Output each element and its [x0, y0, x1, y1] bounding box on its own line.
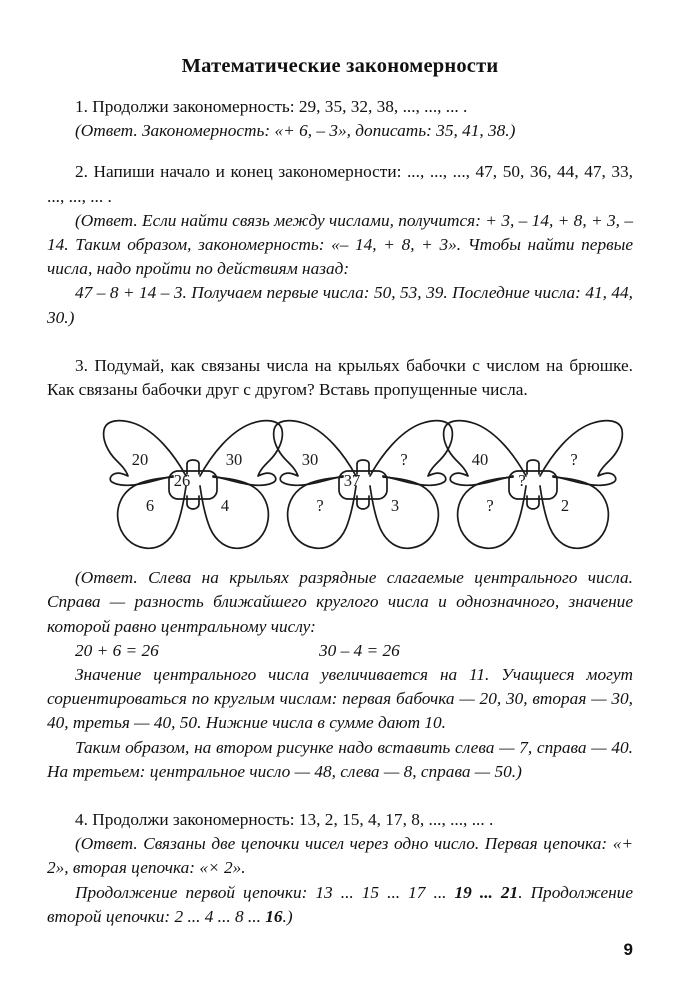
butterfly-1-bottom-left: 6 [145, 496, 155, 516]
page-number: 9 [623, 940, 633, 959]
butterfly-1 [100, 414, 286, 556]
spacer [47, 784, 633, 808]
task-1-answer: (Ответ. Закономерность: «+ 6, – 3», дописать: 35, 41, 38.) [75, 121, 516, 141]
butterfly-3-top-left: 40 [471, 450, 489, 470]
butterfly-1-bottom-right: 4 [220, 496, 230, 516]
task-4-prompt: 4. Продолжи закономерность: 13, 2, 15, 4, 17, 8, ..., ..., ... . [75, 810, 494, 830]
butterfly-2-bottom-left: ? [316, 496, 324, 516]
task-1-prompt: 1. Продолжи закономерность: 29, 35, 32, 38, ..., ..., ... . [75, 97, 468, 116]
task-3-prompt: 3. Подумай, как связаны числа на крыльях бабочки с числом на брюшке. Как связаны бабочки друг с другом? Вставь пропущенные числа. [47, 355, 633, 400]
equation-left: 20 + 6 = 26 [75, 640, 159, 660]
butterfly-figure-group [47, 414, 633, 556]
spacer [47, 330, 633, 354]
butterfly-1-center: 26 [173, 471, 191, 491]
butterfly-3 [440, 414, 626, 556]
butterfly-2 [270, 414, 456, 556]
task-3-equations [47, 639, 633, 663]
butterfly-3-bottom-right: 2 [560, 496, 570, 516]
task-2-answer-line-1: (Ответ. Если найти связь между числами, получится: + 3, – 14, + 8, + 3, – 14. Таким образом, закономерность: «– 14, + 8, + 3». Чтобы найти первые числа, надо пройти по действиям назад: [47, 210, 633, 279]
task-3-answer-line-1: (Ответ. Слева на крыльях разрядные слагаемые центрального числа. Справа — разность ближайшего круглого числа и однозначного, значение которой равно центральному числу: [47, 568, 633, 636]
butterfly-3-center: ? [518, 471, 526, 491]
butterfly-2-center: 37 [343, 471, 361, 491]
task-4-answer-line-2 [47, 881, 633, 929]
task-4-tail-middle: . Продолжение второй цепочки: 2 ... 4 ... 8 ... [47, 882, 633, 926]
butterfly-2-bottom-right: 3 [390, 496, 400, 516]
task-4-answer-line-1: (Ответ. Связаны две цепочки чисел через одно число. Первая цепочка: «+ 2», вторая цепочка: «× 2». [47, 834, 633, 878]
butterfly-1-top-left: 20 [131, 450, 149, 470]
equation-right: 30 – 4 = 26 [319, 640, 400, 660]
task-4-tail-after: .) [282, 906, 293, 926]
task-3-answer-line-2: Значение центрального числа увеличивается на 11. Учащиеся могут сориентироваться по круглым числам: первая бабочка — 20, 30, вторая — 30, 40, третья — 40, 50. Нижние числа в сумме дают 10. [47, 665, 633, 733]
butterfly-2-top-right: ? [400, 450, 408, 470]
spacer [47, 143, 633, 160]
butterfly-1-top-right: 30 [225, 450, 243, 470]
butterfly-3-bottom-left: ? [486, 496, 494, 516]
task-2-answer-line-2: 47 – 8 + 14 – 3. Получаем первые числа: 50, 53, 39. Последние числа: 41, 44, 30.) [47, 283, 633, 327]
page-title: Математические закономерности [181, 55, 499, 77]
butterfly-2-top-left: 30 [301, 450, 319, 470]
task-2-prompt: 2. Напиши начало и конец закономерности: ..., ..., ..., 47, 50, 36, 44, 47, 33, ..., ..., ... . [47, 162, 633, 206]
butterfly-3-top-right: ? [570, 450, 578, 470]
task-4-tail-before: Продолжение первой цепочки: 13 ... 15 ... 17 ... [75, 882, 455, 902]
task-4-tail-bold-1: 19 ... 21 [454, 882, 519, 902]
page-content [47, 55, 633, 929]
task-3-answer-line-3: Таким образом, на втором рисунке надо вставить слева — 7, справа — 40. На третьем: центральное число — 48, слева — 8, справа — 50.) [47, 737, 633, 781]
task-4-tail-bold-2: 16 [265, 906, 283, 926]
